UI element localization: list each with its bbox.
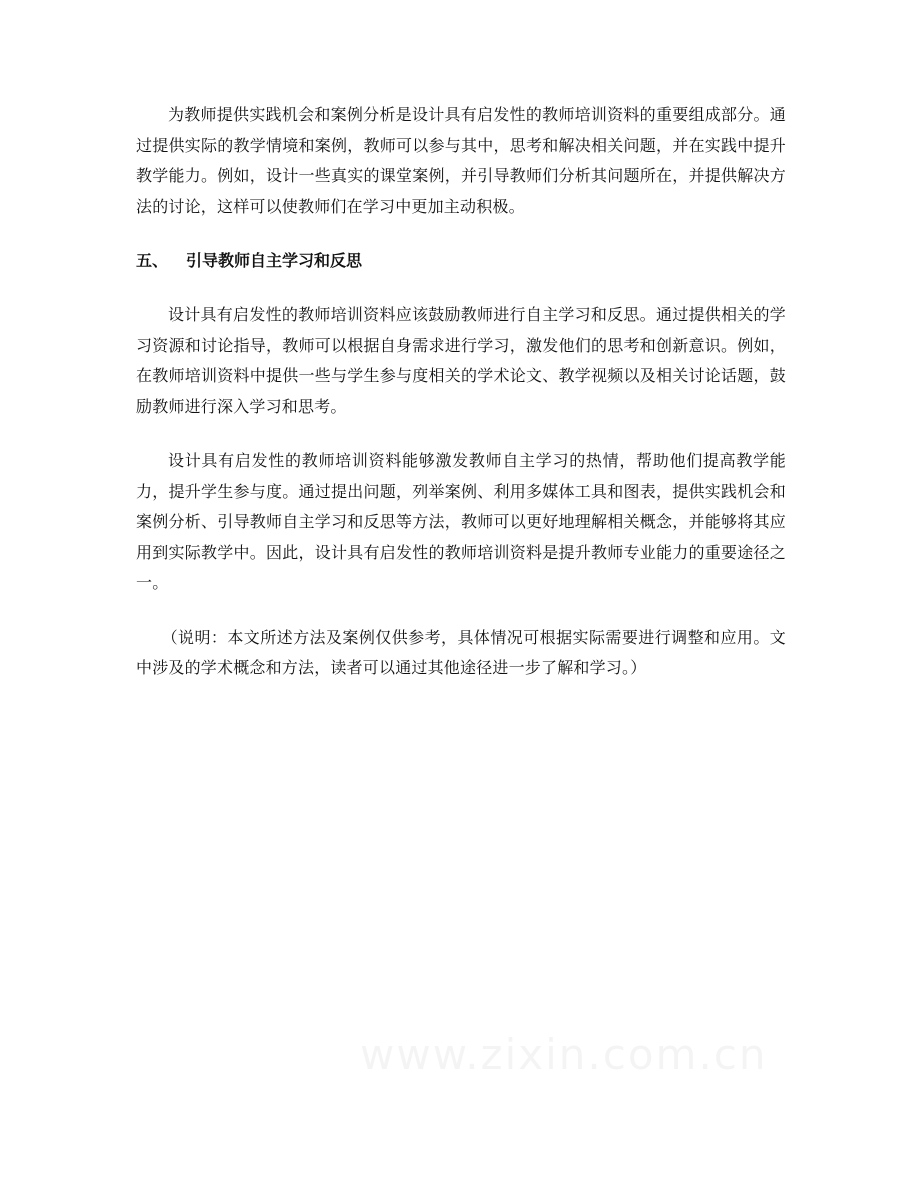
paragraph-note: （说明：本文所述方法及案例仅供参考，具体情况可根据实际需要进行调整和应用。文中涉及的学术概念和方法，读者可以通过其他途径进一步了解和学习。） bbox=[136, 627, 786, 677]
paragraph-practice-cases: 为教师提供实践机会和案例分析是设计具有启发性的教师培训资料的重要组成部分。通过提供实际的教学情境和案例，教师可以参与其中，思考和解决相关问题，并在实践中提升教学能力。例如，设计一些真实的课堂案例，并引导教师们分析其问题所在，并提供解决方法的讨论，这样可以使教师们在学习中更加主动积极。 bbox=[136, 105, 786, 216]
section-title: 引导教师自主学习和反思 bbox=[186, 251, 363, 270]
section-heading bbox=[136, 246, 786, 276]
watermark bbox=[360, 1030, 768, 1079]
document-body bbox=[136, 100, 786, 708]
paragraph-conclusion: 设计具有启发性的教师培训资料能够激发教师自主学习的热情，帮助他们提高教学能力，提升学生参与度。通过提出问题，列举案例、利用多媒体工具和图表，提供实践机会和案例分析、引导教师自主学习和反思等方法，教师可以更好地理解相关概念，并能够将其应用到实际教学中。因此，设计具有启发性的教师培训资料是提升教师专业能力的重要途径之一。 bbox=[136, 451, 786, 592]
section-number: 五、 bbox=[136, 251, 169, 270]
paragraph-self-learning: 设计具有启发性的教师培训资料应该鼓励教师进行自主学习和反思。通过提供相关的学习资源和讨论指导，教师可以根据自身需求进行学习，激发他们的思考和创新意识。例如，在教师培训资料中提供一些与学生参与度相关的学术论文、教学视频以及相关讨论话题，鼓励教师进行深入学习和思考。 bbox=[136, 305, 786, 416]
